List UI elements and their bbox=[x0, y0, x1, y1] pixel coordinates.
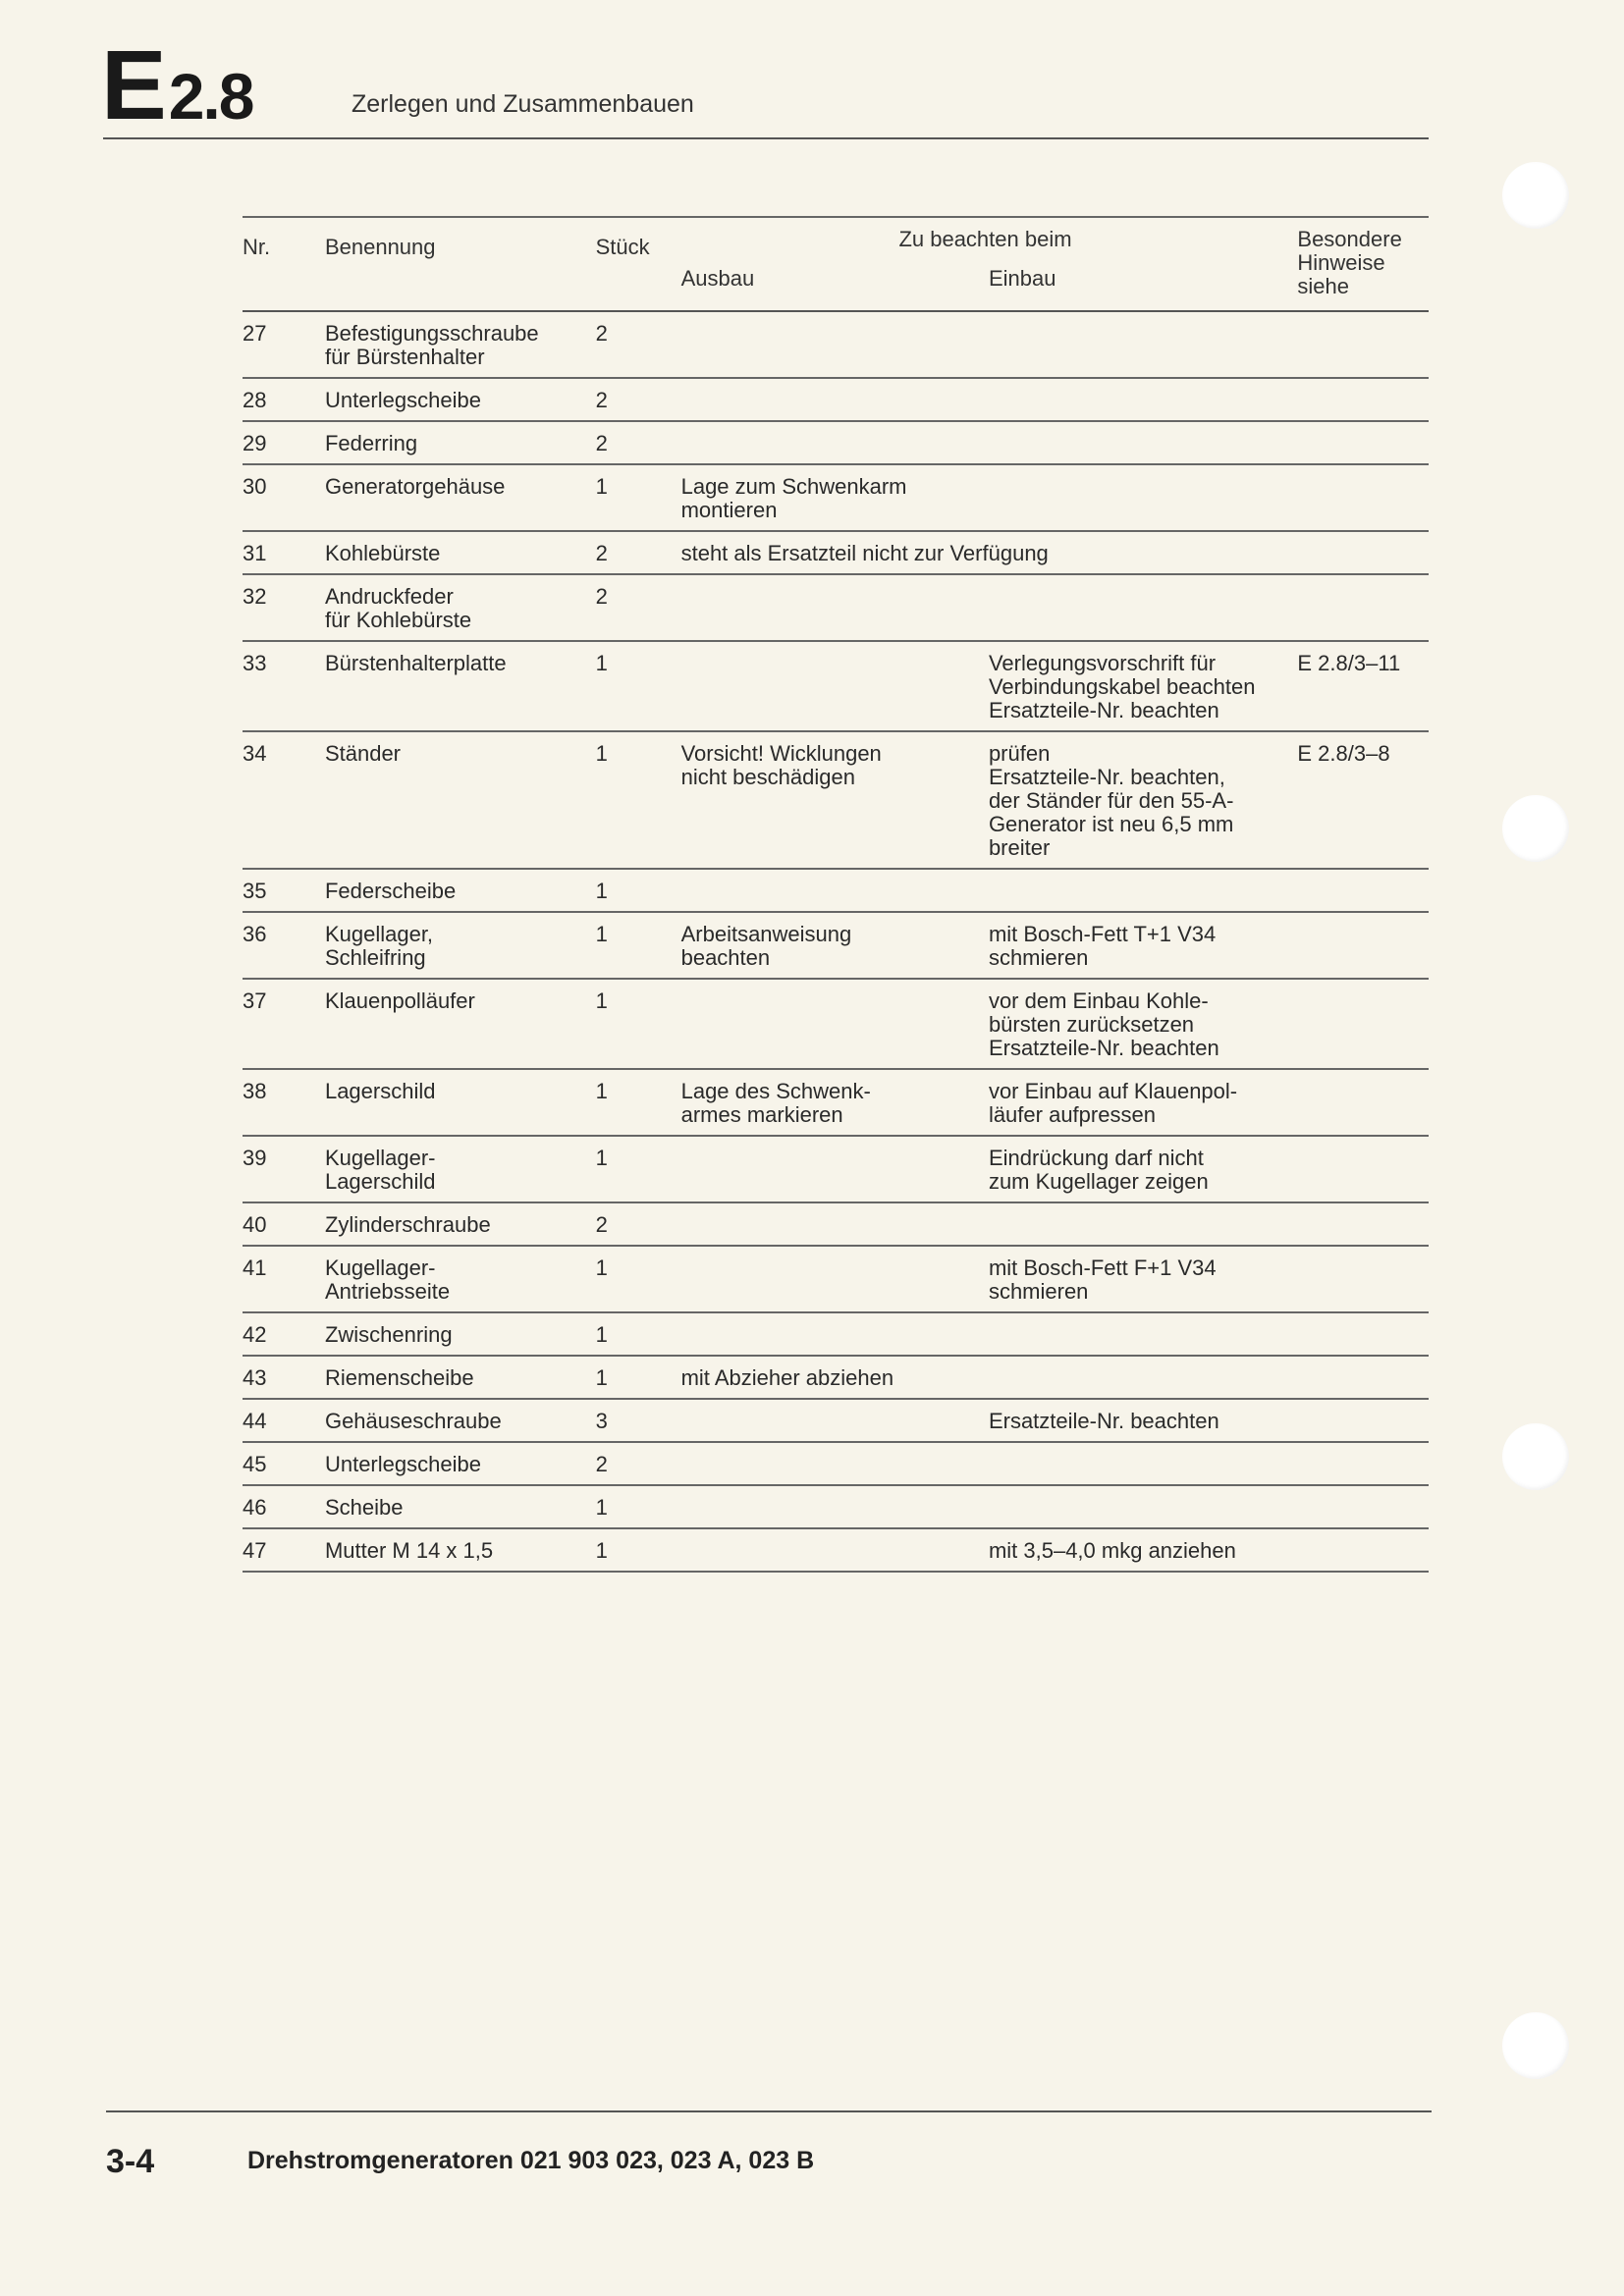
cell-einbau: vor Einbau auf Klauenpol- läufer aufpressen bbox=[988, 1079, 1238, 1127]
cell-nr: 45 bbox=[243, 1452, 267, 1476]
cell-hinweise bbox=[1297, 421, 1429, 464]
cell-hinweise bbox=[1297, 378, 1429, 421]
cell-hinweise bbox=[1297, 1136, 1429, 1202]
cell-benennung: Gehäuseschraube bbox=[324, 1409, 502, 1433]
cell-einbau: mit 3,5–4,0 mkg anziehen bbox=[988, 1538, 1236, 1563]
cell-stueck: 1 bbox=[595, 1322, 608, 1347]
cell-benennung: Riemenscheibe bbox=[324, 1365, 474, 1390]
header-zu-beachten: Zu beachten beim bbox=[898, 227, 1072, 251]
cell-benennung: Mutter M 14 x 1,5 bbox=[324, 1538, 494, 1563]
table-row bbox=[243, 421, 1429, 464]
cell-einbau bbox=[989, 869, 1297, 912]
cell-hinweise bbox=[1297, 531, 1429, 574]
cell-einbau bbox=[989, 464, 1297, 531]
cell-einbau bbox=[989, 1202, 1297, 1246]
cell-ausbau bbox=[681, 1246, 989, 1312]
cell-ausbau bbox=[681, 1528, 989, 1572]
cell-hinweise: E 2.8/3–8 bbox=[1297, 741, 1390, 766]
punch-hole bbox=[1502, 162, 1569, 229]
cell-einbau: vor dem Einbau Kohle- bürsten zurücksetzen Ersatzteile-Nr. beachten bbox=[988, 988, 1219, 1060]
header-stueck: Stück bbox=[596, 236, 681, 290]
cell-benennung: Ständer bbox=[324, 741, 402, 766]
cell-stueck: 1 bbox=[595, 1495, 608, 1520]
cell-stueck: 3 bbox=[595, 1409, 608, 1433]
cell-nr: 32 bbox=[243, 584, 267, 609]
cell-ausbau bbox=[681, 1312, 989, 1356]
cell-stueck: 1 bbox=[595, 1079, 608, 1103]
cell-einbau: Verlegungsvorschrift für Verbindungskabel beachten Ersatzteile-Nr. beachten bbox=[988, 651, 1256, 722]
cell-stueck: 1 bbox=[595, 741, 608, 766]
table-row bbox=[243, 1485, 1429, 1528]
cell-einbau bbox=[989, 1485, 1297, 1528]
cell-stueck: 2 bbox=[595, 1452, 608, 1476]
cell-einbau: prüfen Ersatzteile-Nr. beachten, der Ständer für den 55-A- Generator ist neu 6,5 mm breiter bbox=[988, 741, 1234, 860]
table-row bbox=[243, 1069, 1429, 1136]
cell-nr: 41 bbox=[243, 1255, 267, 1280]
table-row bbox=[243, 869, 1429, 912]
cell-ausbau bbox=[681, 1136, 989, 1202]
footer-divider bbox=[106, 2110, 1432, 2112]
cell-hinweise bbox=[1297, 464, 1429, 531]
cell-benennung: Andruckfeder für Kohlebürste bbox=[324, 584, 472, 632]
section-letter: E bbox=[101, 30, 165, 140]
table-row bbox=[243, 1528, 1429, 1572]
punch-hole bbox=[1502, 2012, 1569, 2079]
parts-table bbox=[243, 216, 1429, 1573]
header-divider bbox=[103, 137, 1429, 139]
header-nr: Nr. bbox=[243, 236, 325, 290]
cell-hinweise bbox=[1297, 311, 1429, 378]
table-row bbox=[243, 1312, 1429, 1356]
table-row bbox=[243, 1356, 1429, 1399]
cell-ausbau: Lage des Schwenk- armes markieren bbox=[680, 1079, 871, 1127]
cell-benennung: Scheibe bbox=[324, 1495, 404, 1520]
cell-nr: 28 bbox=[243, 388, 267, 412]
cell-stueck: 2 bbox=[595, 1212, 608, 1237]
cell-nr: 34 bbox=[243, 741, 267, 766]
cell-hinweise bbox=[1297, 1312, 1429, 1356]
cell-nr: 31 bbox=[243, 541, 267, 565]
cell-einbau bbox=[989, 1312, 1297, 1356]
cell-stueck: 2 bbox=[595, 388, 608, 412]
cell-hinweise bbox=[1297, 574, 1429, 641]
table-row bbox=[243, 641, 1429, 731]
punch-hole bbox=[1502, 1423, 1569, 1490]
cell-einbau bbox=[989, 311, 1297, 378]
cell-nr: 40 bbox=[243, 1212, 267, 1237]
cell-stueck: 1 bbox=[595, 474, 608, 499]
cell-hinweise bbox=[1297, 1069, 1429, 1136]
page-number: 3-4 bbox=[106, 2143, 155, 2180]
header-ausbau: Ausbau bbox=[681, 257, 989, 311]
footer-title: Drehstromgeneratoren 021 903 023, 023 A, 023 B bbox=[247, 2147, 815, 2174]
cell-einbau bbox=[989, 1442, 1297, 1485]
table-row bbox=[243, 1399, 1429, 1442]
cell-stueck: 1 bbox=[595, 1146, 608, 1170]
cell-ausbau: mit Abzieher abziehen bbox=[680, 1365, 894, 1390]
cell-einbau bbox=[989, 378, 1297, 421]
cell-hinweise bbox=[1297, 1528, 1429, 1572]
cell-ausbau: Lage zum Schwenkarm montieren bbox=[680, 474, 907, 522]
cell-nr: 35 bbox=[243, 879, 267, 903]
cell-nr: 38 bbox=[243, 1079, 267, 1103]
cell-nr: 36 bbox=[243, 922, 267, 946]
punch-hole bbox=[1502, 795, 1569, 862]
cell-einbau bbox=[989, 421, 1297, 464]
cell-stueck: 2 bbox=[595, 584, 608, 609]
table-row bbox=[243, 378, 1429, 421]
cell-stueck: 1 bbox=[595, 1255, 608, 1280]
cell-hinweise bbox=[1297, 1485, 1429, 1528]
table-row bbox=[243, 311, 1429, 378]
table-row bbox=[243, 1202, 1429, 1246]
table-row bbox=[243, 979, 1429, 1069]
cell-ausbau bbox=[681, 378, 989, 421]
cell-benennung: Federscheibe bbox=[324, 879, 457, 903]
cell-benennung: Zylinderschraube bbox=[324, 1212, 491, 1237]
cell-benennung: Kugellager- Antriebsseite bbox=[324, 1255, 451, 1304]
table-body bbox=[243, 311, 1429, 1572]
cell-hinweise bbox=[1297, 912, 1429, 979]
cell-stueck: 2 bbox=[595, 321, 608, 346]
header-benennung: Benennung bbox=[325, 236, 596, 290]
cell-stueck: 1 bbox=[595, 922, 608, 946]
table-row bbox=[243, 1136, 1429, 1202]
cell-benennung: Kugellager- Lagerschild bbox=[324, 1146, 436, 1194]
cell-nr: 42 bbox=[243, 1322, 267, 1347]
cell-nr: 47 bbox=[243, 1538, 267, 1563]
header-hinweise: Besondere Hinweise siehe bbox=[1297, 217, 1429, 311]
cell-hinweise bbox=[1297, 1399, 1429, 1442]
cell-ausbau: steht als Ersatzteil nicht zur Verfügung bbox=[680, 541, 1049, 565]
cell-stueck: 1 bbox=[595, 1538, 608, 1563]
cell-benennung: Federring bbox=[324, 431, 418, 455]
cell-nr: 33 bbox=[243, 651, 267, 675]
cell-hinweise bbox=[1297, 979, 1429, 1069]
cell-hinweise: E 2.8/3–11 bbox=[1297, 651, 1401, 675]
table-row bbox=[243, 574, 1429, 641]
cell-benennung: Bürstenhalterplatte bbox=[324, 651, 507, 675]
cell-benennung: Unterlegscheibe bbox=[324, 1452, 481, 1476]
cell-stueck: 1 bbox=[595, 988, 608, 1013]
cell-einbau: mit Bosch-Fett T+1 V34 schmieren bbox=[988, 922, 1217, 970]
table-row bbox=[243, 531, 1429, 574]
cell-ausbau bbox=[681, 1399, 989, 1442]
cell-benennung: Zwischenring bbox=[324, 1322, 453, 1347]
cell-stueck: 2 bbox=[595, 541, 608, 565]
cell-stueck: 2 bbox=[595, 431, 608, 455]
cell-benennung: Lagerschild bbox=[324, 1079, 436, 1103]
page-title: Zerlegen und Zusammenbauen bbox=[352, 90, 694, 118]
cell-ausbau bbox=[681, 574, 989, 641]
cell-nr: 37 bbox=[243, 988, 267, 1013]
cell-stueck: 1 bbox=[595, 879, 608, 903]
cell-ausbau bbox=[681, 1485, 989, 1528]
table-row bbox=[243, 1442, 1429, 1485]
cell-stueck: 1 bbox=[595, 651, 608, 675]
cell-einbau: Eindrückung darf nicht zum Kugellager zeigen bbox=[988, 1146, 1209, 1194]
cell-hinweise bbox=[1297, 1442, 1429, 1485]
cell-ausbau: Arbeitsanweisung beachten bbox=[680, 922, 852, 970]
header-einbau: Einbau bbox=[989, 257, 1297, 311]
cell-nr: 43 bbox=[243, 1365, 267, 1390]
cell-benennung: Unterlegscheibe bbox=[324, 388, 481, 412]
cell-nr: 39 bbox=[243, 1146, 267, 1170]
cell-einbau: Ersatzteile-Nr. beachten bbox=[988, 1409, 1219, 1433]
cell-nr: 27 bbox=[243, 321, 267, 346]
cell-hinweise bbox=[1297, 1356, 1429, 1399]
cell-nr: 44 bbox=[243, 1409, 267, 1433]
cell-stueck: 1 bbox=[595, 1365, 608, 1390]
section-code bbox=[101, 29, 252, 142]
cell-ausbau bbox=[681, 869, 989, 912]
cell-ausbau bbox=[681, 641, 989, 731]
table-row bbox=[243, 731, 1429, 869]
cell-einbau bbox=[989, 574, 1297, 641]
table-row bbox=[243, 464, 1429, 531]
cell-nr: 29 bbox=[243, 431, 267, 455]
section-number: 2.8 bbox=[168, 60, 253, 133]
cell-benennung: Kohlebürste bbox=[324, 541, 441, 565]
cell-nr: 46 bbox=[243, 1495, 267, 1520]
cell-benennung: Kugellager, Schleifring bbox=[324, 922, 434, 970]
cell-benennung: Befestigungsschraube für Bürstenhalter bbox=[324, 321, 539, 369]
cell-einbau bbox=[989, 1356, 1297, 1399]
cell-ausbau bbox=[681, 421, 989, 464]
cell-hinweise bbox=[1297, 869, 1429, 912]
cell-nr: 30 bbox=[243, 474, 267, 499]
cell-ausbau bbox=[681, 311, 989, 378]
cell-benennung: Generatorgehäuse bbox=[324, 474, 506, 499]
cell-ausbau bbox=[681, 1202, 989, 1246]
cell-hinweise bbox=[1297, 1202, 1429, 1246]
table-row bbox=[243, 912, 1429, 979]
cell-ausbau bbox=[681, 1442, 989, 1485]
cell-ausbau bbox=[681, 979, 989, 1069]
cell-ausbau: Vorsicht! Wicklungen nicht beschädigen bbox=[680, 741, 882, 789]
table-subheader-row bbox=[243, 257, 1429, 311]
cell-einbau: mit Bosch-Fett F+1 V34 schmieren bbox=[988, 1255, 1217, 1304]
cell-benennung: Klauenpolläufer bbox=[324, 988, 475, 1013]
cell-hinweise bbox=[1297, 1246, 1429, 1312]
table-row bbox=[243, 1246, 1429, 1312]
